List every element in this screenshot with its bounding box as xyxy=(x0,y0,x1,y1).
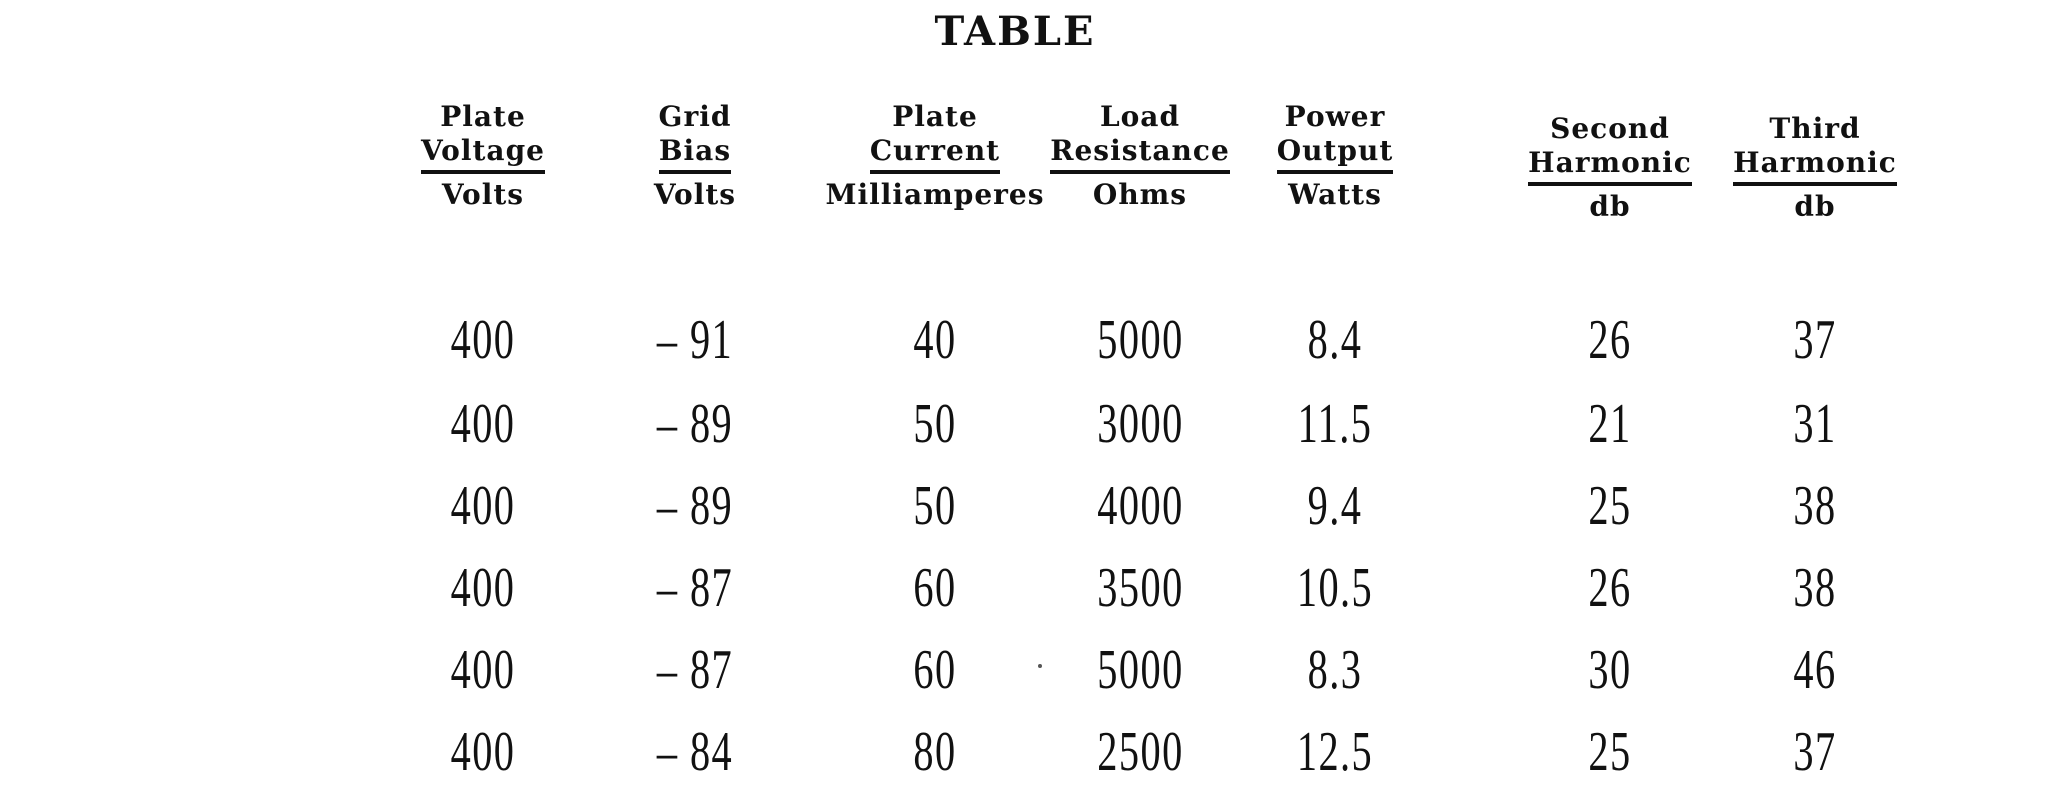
table-cell: 400 xyxy=(450,557,516,619)
table-row xyxy=(0,300,2063,380)
column-header-title xyxy=(1528,112,1692,186)
column-header-title xyxy=(1050,100,1230,174)
column-header xyxy=(1033,100,1248,212)
table-cell: 25 xyxy=(1588,475,1632,537)
table-cell: 2500 xyxy=(1096,721,1184,783)
column-header-line: Voltage xyxy=(421,134,545,167)
table-cell: – 89 xyxy=(656,475,734,537)
table-cell: 400 xyxy=(450,639,516,701)
print-speck xyxy=(1038,664,1042,668)
table-cell: – 84 xyxy=(656,721,734,783)
table-cell: 37 xyxy=(1793,721,1837,783)
column-header-title xyxy=(421,100,545,174)
table-cell: 21 xyxy=(1588,393,1632,455)
table-cell: 30 xyxy=(1588,639,1632,701)
table-row xyxy=(0,548,2063,628)
table-cell: 46 xyxy=(1793,639,1837,701)
table-cell: 400 xyxy=(450,309,516,371)
column-header-line: Harmonic xyxy=(1733,146,1897,179)
column-header-line: Load xyxy=(1099,100,1181,133)
table-cell: 5000 xyxy=(1096,639,1184,701)
column-header xyxy=(1255,100,1415,212)
table-cell: 38 xyxy=(1793,557,1837,619)
column-header-unit: Volts xyxy=(441,178,525,211)
table-row xyxy=(0,630,2063,710)
table-cell: 10.5 xyxy=(1296,557,1374,619)
table-cell: 26 xyxy=(1588,557,1632,619)
table-cell: 31 xyxy=(1793,393,1837,455)
column-header xyxy=(398,100,568,212)
table-cell: – 91 xyxy=(656,309,734,371)
table-title: TABLE xyxy=(934,8,1096,55)
table-cell: 3000 xyxy=(1096,393,1184,455)
table-cell: – 87 xyxy=(656,557,734,619)
table-cell: 400 xyxy=(450,475,516,537)
column-header-line: Bias xyxy=(658,134,732,167)
table-cell: 38 xyxy=(1793,475,1837,537)
column-header-line: Grid xyxy=(658,100,732,133)
column-header-unit: db xyxy=(1589,190,1631,223)
column-header-line: Second xyxy=(1550,112,1670,145)
column-header-title xyxy=(1277,100,1394,174)
table-row xyxy=(0,384,2063,464)
table-cell: 25 xyxy=(1588,721,1632,783)
table-cell: – 89 xyxy=(656,393,734,455)
table-row xyxy=(0,466,2063,546)
table-cell: 4000 xyxy=(1096,475,1184,537)
column-header-unit: db xyxy=(1794,190,1836,223)
table-row xyxy=(0,712,2063,792)
table-cell: 12.5 xyxy=(1296,721,1374,783)
column-header-unit: Watts xyxy=(1288,178,1382,211)
column-header-line: Current xyxy=(869,134,1001,167)
table-cell: 40 xyxy=(913,309,957,371)
column-header xyxy=(810,100,1060,212)
column-header-line: Plate xyxy=(440,100,526,133)
column-header-line: Power xyxy=(1284,100,1386,133)
table-cell: 8.3 xyxy=(1307,639,1363,701)
column-header-unit: Volts xyxy=(653,178,737,211)
column-header-line: Third xyxy=(1769,112,1861,145)
table-cell: 9.4 xyxy=(1307,475,1363,537)
table-cell: 11.5 xyxy=(1297,393,1373,455)
column-header xyxy=(1715,112,1915,224)
table-cell: 3500 xyxy=(1096,557,1184,619)
column-header-line: Output xyxy=(1276,134,1394,167)
column-header-unit: Ohms xyxy=(1092,178,1188,211)
table-cell: 60 xyxy=(913,557,957,619)
column-header-line: Harmonic xyxy=(1528,146,1692,179)
column-header-title xyxy=(870,100,1000,174)
table-cell: 60 xyxy=(913,639,957,701)
table-cell: 26 xyxy=(1588,309,1632,371)
column-header-unit: Milliamperes xyxy=(825,178,1045,211)
table-cell: 37 xyxy=(1793,309,1837,371)
table-cell: 5000 xyxy=(1096,309,1184,371)
column-header-title xyxy=(659,100,732,174)
table-cell: 400 xyxy=(450,393,516,455)
table-cell: – 87 xyxy=(656,639,734,701)
column-header-line: Resistance xyxy=(1050,134,1230,167)
column-header-title xyxy=(1733,112,1897,186)
table-cell: 80 xyxy=(913,721,957,783)
table-cell: 400 xyxy=(450,721,516,783)
column-header xyxy=(625,100,765,212)
column-header-line: Plate xyxy=(892,100,978,133)
table-cell: 50 xyxy=(913,393,957,455)
table-cell: 50 xyxy=(913,475,957,537)
column-header xyxy=(1510,112,1710,224)
table-cell: 8.4 xyxy=(1307,309,1363,371)
